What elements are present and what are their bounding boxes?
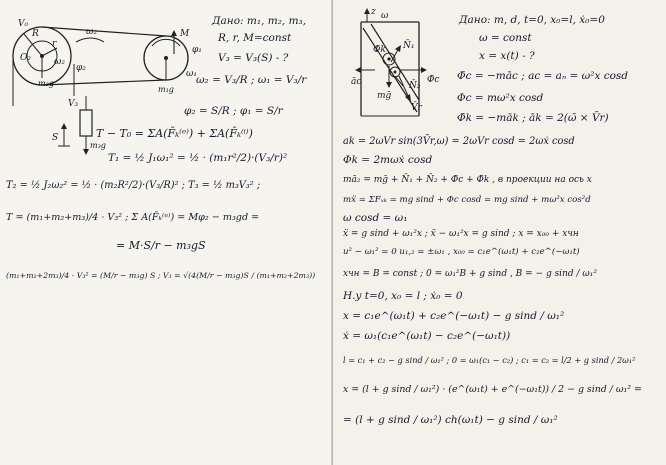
equation-line-2: Φc = mω²x cosd <box>457 92 544 104</box>
label-Phi-c: Φ̄c <box>427 75 440 85</box>
given-line-1: Дано: m₁, m₂, m₃, <box>212 15 307 27</box>
equation-line-17: = (l + g sind / ω₁²) ch(ω₁t) − g sind / ω₁² <box>343 414 558 426</box>
label-r: r <box>52 39 57 49</box>
equation-line-14: ẋ = ω₁(c₁e^(ω₁t) − c₂e^(−ω₁t)) <box>343 330 511 342</box>
label-phi1: φ₁ <box>192 45 202 55</box>
equation-line-2: φ₂ = S/R ; φ₁ = S/r <box>184 105 283 117</box>
label-S: S <box>52 133 59 143</box>
equation-line-13: x = c₁e^(ω₁t) + c₂e^(−ω₁t) − g sind / ω₁² <box>343 310 565 322</box>
equation-line-6: T = (m₁+m₂+m₃)/4 · V₃² ; Σ A(F̄ₖ⁽ᵉ⁾) = Mφ₂ − m₃gd = <box>6 212 260 223</box>
label-O2: O₂ <box>20 53 31 63</box>
label-m1g: m₁g <box>158 85 174 94</box>
given-line-3: V₃ = V₃(S) - ? <box>218 52 289 64</box>
label-omega2-top: ω₂ <box>86 27 97 37</box>
label-N2: N̄₂ <box>409 81 421 91</box>
equation-line-1: Φ̄c = −māc ; ac = aₙ = ω²x cosd <box>457 70 629 82</box>
equation-line-5: Φk = 2mωẋ cosd <box>343 154 433 166</box>
label-omega2-left: ω₂ <box>54 57 65 67</box>
equation-line-4: ak = 2ωVr sin(3V̄r,ω) = 2ωVr cosd = 2ωẋ cosd <box>343 136 575 147</box>
label-m3g: m₃g <box>90 141 106 150</box>
right-page <box>333 0 666 465</box>
label-phi2: φ₂ <box>76 63 86 73</box>
label-v0: V₀ <box>18 19 29 29</box>
equation-line-6: mā₂ = mḡ + N̄₁ + N̄₂ + Φ̄c + Φ̄k , в проекции на ось x <box>343 175 592 185</box>
label-omega1: ω₁ <box>186 69 197 79</box>
label-mg: mḡ <box>377 91 392 101</box>
label-Vr: V̄r <box>411 103 422 113</box>
label-omega: ω <box>381 11 389 21</box>
equation-line-7: mẍ = ΣFₓₖ = mg sind + Φc cosd = mg sind + mω²x cos²d <box>343 195 591 205</box>
equation-line-15: l = c₁ + c₂ − g sind / ω₁² ; 0 = ω₁(c₁ − c₂) ; c₁ = c₂ = l/2 + g sind / 2ω₁² <box>343 355 636 365</box>
given-line-2: R, r, M=const <box>218 32 292 44</box>
equation-line-8: (m₁+m₂+2m₃)/4 · V₃² = (M/r − m₃g) S ; V₃ = √(4(M/r − m₃g)S / (m₁+m₂+2m₃)) <box>6 271 316 280</box>
label-phi-k: Φ̄k <box>373 45 386 55</box>
equation-line-3: T − T₀ = ΣA(F̄ₖ⁽ᵉ⁾) + ΣA(F̄ₖ⁽ⁱ⁾) <box>96 127 253 140</box>
label-m2g: m₂g <box>38 79 54 88</box>
equation-line-16: x = (l + g sind / ω₁²) · (e^(ω₁t) + e^(−ω₁t)) / 2 − g sind / ω₁² = <box>343 384 642 395</box>
equation-line-1: ω₂ = V₃/R ; ω₁ = V₃/r <box>196 74 307 86</box>
label-ac: āc <box>351 77 362 87</box>
given-line-2: ω = const <box>479 32 532 44</box>
label-z: z <box>371 7 376 17</box>
given-line-3: x = x(t) - ? <box>479 50 535 62</box>
equation-line-12: H.y t=0, x₀ = l ; ẋ₀ = 0 <box>343 290 463 302</box>
rotating-tube-figure <box>347 4 457 120</box>
equation-line-7: = M·S/r − m₃gS <box>116 239 206 252</box>
given-line-1: Дано: m, d, t=0, x₀=l, ẋ₀=0 <box>459 14 605 26</box>
label-M: M <box>180 29 190 39</box>
equation-line-5: T₂ = ½ J₂ω₂² = ½ · (m₂R²/2)·(V₃/R)² ; T₃ = ½ m₃V₃² ; <box>6 180 261 191</box>
equation-line-11: xчн = B = const ; 0 = ω₁²B + g sind , B = − g sind / ω₁² <box>343 269 597 279</box>
equation-line-8: ω cosd = ω₁ <box>343 212 408 224</box>
equation-line-10: u² − ω₁² = 0 u₁,₂ = ±ω₁ , x₀₀ = c₁e^(ω₁t) + c₂e^(−ω₁t) <box>343 247 580 257</box>
label-N1: N̄₁ <box>403 41 415 51</box>
label-v3: V₃ <box>68 99 79 109</box>
equation-line-4: T₁ = ½ J₁ω₁² = ½ · (m₁r²/2)·(V₃/r)² <box>108 152 288 164</box>
label-R: R <box>32 29 39 39</box>
equation-line-9: ẍ = g sind + ω₁²x ; ẍ − ω₁²x = g sind ; x = x₀₀ + xчн <box>343 229 579 239</box>
equation-line-3: Φ̄k = −māk ; āk = 2(ω̄ × V̄r) <box>457 112 609 124</box>
